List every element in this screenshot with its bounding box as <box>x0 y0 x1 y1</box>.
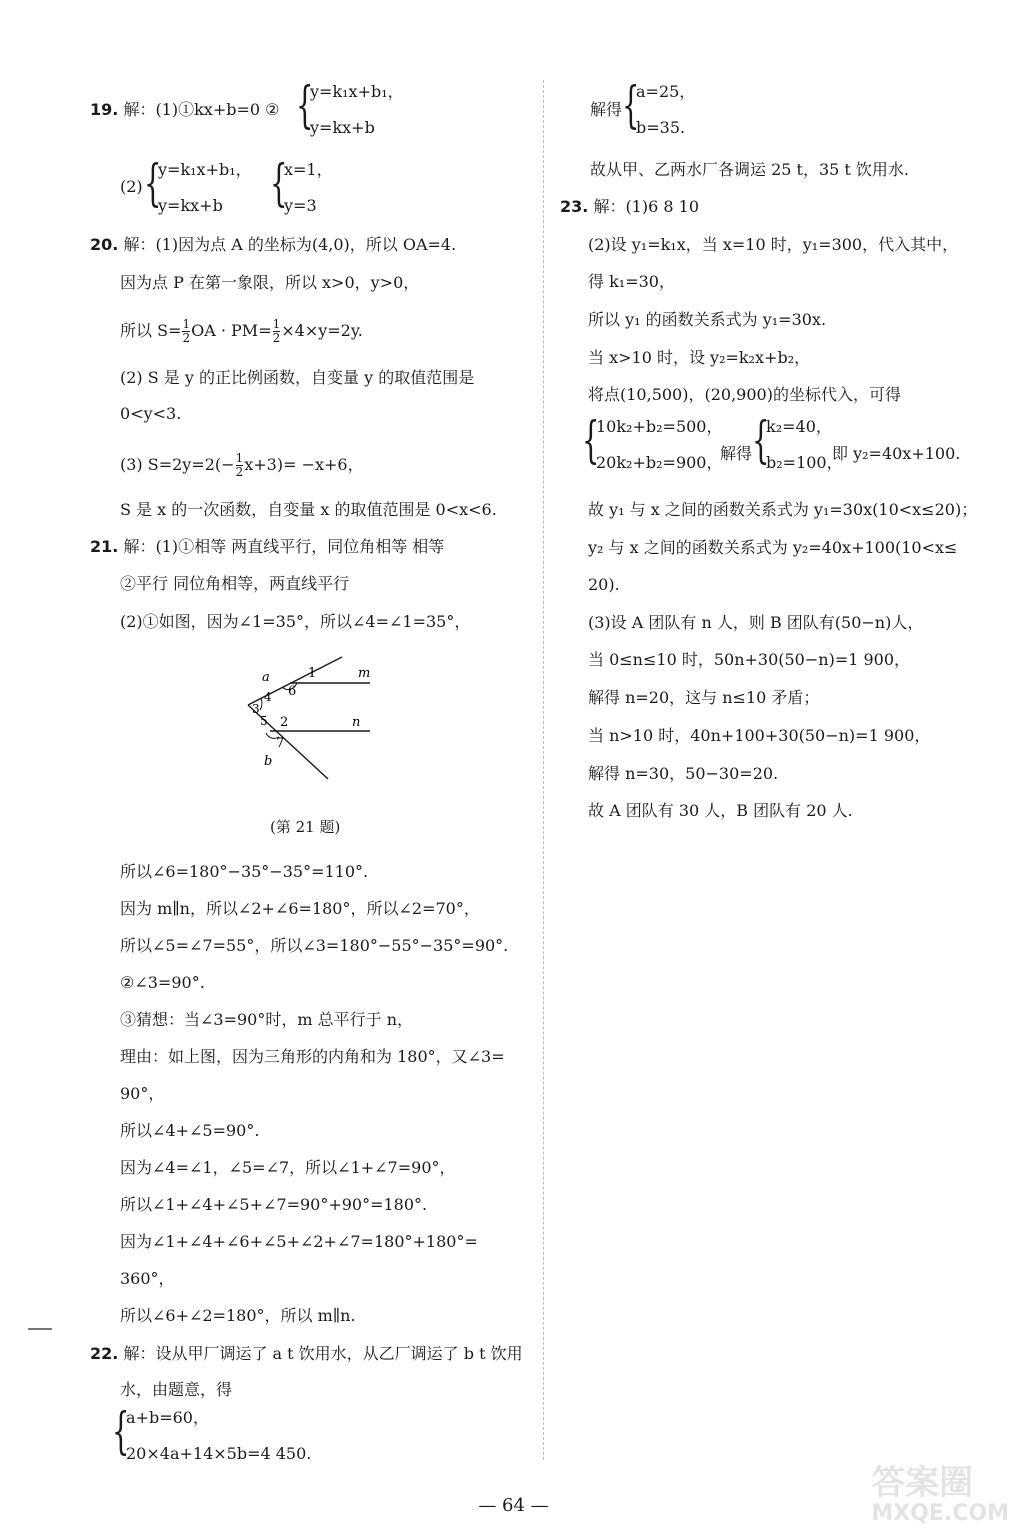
q23-line6: 将点(10,500)，(20,900)的坐标代入，可得 <box>588 385 901 404</box>
q19-system1 <box>310 82 404 138</box>
q23-line12: 解得 n=20，这与 n≤10 矛盾； <box>588 688 820 707</box>
q20-fraction2 <box>273 318 281 345</box>
q20-line4: (2) S 是 y 的正比例函数，自变量 y 的取值范围是 <box>120 368 475 387</box>
q22-line1 <box>90 1344 523 1364</box>
q23-result: 即 y₂=40x+100. <box>832 444 961 463</box>
q22-text1: 解：设从甲厂调运了 a t 饮用水，从乙厂调运了 b t 饮用 <box>123 1344 523 1363</box>
q19-line1 <box>90 100 280 120</box>
column-divider <box>543 80 544 1460</box>
fig-label-7: 7 <box>276 736 285 751</box>
q21-line13: 所以∠1+∠4+∠5+∠7=90°+90°=180°. <box>120 1195 428 1214</box>
q20-line3 <box>120 318 363 345</box>
fig-label-6: 6 <box>288 684 297 699</box>
q23-brace-b: { <box>752 411 770 469</box>
q21-line4: 所以∠6=180°−35°−35°=110°. <box>120 862 369 881</box>
q20-line5: 0<y<3. <box>120 404 182 423</box>
frac-den: 2 <box>235 465 244 479</box>
q22-number: 22. <box>90 1344 119 1363</box>
q23-line4: 所以 y₁ 的函数关系式为 y₁=30x. <box>588 310 827 329</box>
fig-label-2: 2 <box>280 715 289 730</box>
q20-number: 20. <box>90 235 119 254</box>
frac-num: 1 <box>235 451 244 465</box>
q23-solved-label: 解得 <box>720 444 753 463</box>
q23-sysB-eq1: k₂=40， <box>766 417 832 436</box>
q23-sysA-eq2: 20k₂+b₂=900， <box>596 453 723 472</box>
q20-line1 <box>90 235 456 255</box>
q23-line5: 当 x>10 时，设 y₂=k₂x+b₂， <box>588 348 811 367</box>
watermark-bottom: MXQE.COM <box>871 1501 1009 1526</box>
q21-line6: 所以∠5=∠7=55°，所以∠3=180°−55°−35°=90°. <box>120 936 509 955</box>
watermark-logo <box>871 1464 1009 1526</box>
frac-den: 2 <box>182 331 191 345</box>
q19-sys1-eq2: y=kx+b <box>310 118 375 137</box>
fig-label-3: 3 <box>252 702 260 716</box>
q19-sys1-eq1: y=k₁x+b₁， <box>310 82 404 101</box>
q23-line13: 当 n>10 时，40n+100+30(50−n)=1 900， <box>588 726 931 745</box>
q19-system3 <box>284 160 333 216</box>
q22-conclusion: 故从甲、乙两水厂各调运 25 t，35 t 饮用水. <box>590 160 910 179</box>
q22-line2: 水，由题意，得 <box>120 1380 233 1399</box>
q23-sysB-eq2: b₂=100， <box>766 453 843 472</box>
fig-label-m: m <box>358 666 371 681</box>
q19-brace2: { <box>144 154 162 212</box>
fig-label-5: 5 <box>260 714 268 728</box>
fig-label-b: b <box>264 754 273 769</box>
q21-line1 <box>90 537 444 557</box>
q20-l3b: OA · PM= <box>191 321 272 340</box>
q21-number: 21. <box>90 537 119 556</box>
q21-line14: 因为∠1+∠4+∠6+∠5+∠2+∠7=180°+180°= <box>120 1232 478 1251</box>
q22-solved-label: 解得 <box>590 100 623 119</box>
q23-system-a <box>596 417 722 473</box>
q19-sys3-eq1: x=1， <box>284 160 333 179</box>
q19-brace1: { <box>296 76 314 134</box>
q21-text1: 解：(1)①相等 两直线平行，同位角相等 相等 <box>123 537 445 556</box>
q19-sys2-eq2: y=kx+b <box>158 196 223 215</box>
q20-l3c: ×4×y=2y. <box>281 321 363 340</box>
q20-l3a: 所以 S= <box>120 321 182 340</box>
q22-solution-brace: { <box>622 76 640 134</box>
q23-line9: 20). <box>588 575 620 594</box>
fig-label-4: 4 <box>264 690 272 704</box>
frac-num: 1 <box>272 317 281 331</box>
q22-solution-b: b=35. <box>636 118 686 137</box>
q20-fraction1 <box>182 318 190 345</box>
q21-line16: 所以∠6+∠2=180°，所以 m∥n. <box>120 1306 356 1325</box>
q20-line6 <box>120 452 364 479</box>
fig-label-a: a <box>262 670 270 685</box>
q21-line5: 因为 m∥n，所以∠2+∠6=180°，所以∠2=70°， <box>120 899 480 918</box>
q19-part2: (2) <box>120 177 143 196</box>
q22-solution-a: a=25， <box>636 82 696 101</box>
q22-sys-eq1: a+b=60， <box>126 1408 209 1427</box>
q21-line7: ②∠3=90°. <box>120 973 205 992</box>
q21-figure-caption: (第 21 题) <box>270 818 341 836</box>
q20-line2: 因为点 P 在第一象限，所以 x>0，y>0， <box>120 273 420 292</box>
q23-line1 <box>560 197 699 217</box>
frac-den: 2 <box>272 331 281 345</box>
q23-line7: 故 y₁ 与 x 之间的函数关系式为 y₁=30x(10<x≤20)； <box>588 500 978 519</box>
watermark-top: 答案圈 <box>871 1463 974 1503</box>
margin-mark <box>28 1328 52 1330</box>
q19-part1: 解：(1)①kx+b=0 ② <box>123 100 280 119</box>
q21-line8: ③猜想：当∠3=90°时，m 总平行于 n， <box>120 1010 414 1029</box>
q23-line14: 解得 n=30，50−30=20. <box>588 764 779 783</box>
q23-text1: 解：(1)6 8 10 <box>593 197 699 216</box>
q22-solution-system <box>636 82 695 138</box>
q22-system <box>126 1408 311 1464</box>
q21-line3: (2)①如图，因为∠1=35°，所以∠4=∠1=35°， <box>120 612 471 631</box>
q21-line9: 理由：如上图，因为三角形的内角和为 180°，又∠3= <box>120 1047 505 1066</box>
q20-text1: 解：(1)因为点 A 的坐标为(4,0)，所以 OA=4. <box>123 235 457 254</box>
q23-line2: (2)设 y₁=k₁x，当 x=10 时，y₁=300，代入其中， <box>588 235 959 254</box>
q19-brace3: { <box>270 154 288 212</box>
q23-sysA-eq1: 10k₂+b₂=500， <box>596 417 723 436</box>
q21-line10: 90°， <box>120 1084 165 1103</box>
fig-label-n: n <box>352 715 361 730</box>
q20-l6a: (3) S=2y=2(− <box>120 455 235 474</box>
q23-line10: (3)设 A 团队有 n 人，则 B 团队有(50−n)人， <box>588 613 924 632</box>
q23-number: 23. <box>560 197 589 216</box>
q21-figure <box>230 655 390 785</box>
q19-sys3-eq2: y=3 <box>284 196 317 215</box>
q21-line2: ②平行 同位角相等，两直线平行 <box>120 574 350 593</box>
q20-l6b: x+3)= −x+6， <box>244 455 364 474</box>
q23-line11: 当 0≤n≤10 时，50n+30(50−n)=1 900， <box>588 650 911 669</box>
q23-brace-a: { <box>582 411 600 469</box>
q21-line15: 360°， <box>120 1269 175 1288</box>
q20-line7: S 是 x 的一次函数，自变量 x 的取值范围是 0<x<6. <box>120 500 497 519</box>
q19-system2 <box>158 160 252 216</box>
q21-line11: 所以∠4+∠5=90°. <box>120 1121 260 1140</box>
frac-num: 1 <box>182 317 191 331</box>
q23-line8: y₂ 与 x 之间的函数关系式为 y₂=40x+100(10<x≤ <box>588 538 958 557</box>
q23-line15: 故 A 团队有 30 人，B 团队有 20 人. <box>588 801 853 820</box>
fig-arc-3 <box>260 698 262 710</box>
q19-sys2-eq1: y=k₁x+b₁， <box>158 160 252 179</box>
q23-line3: 得 k₁=30， <box>588 272 675 291</box>
q22-sys-eq2: 20×4a+14×5b=4 450. <box>126 1444 312 1463</box>
q22-brace: { <box>112 1402 130 1460</box>
q19-number: 19. <box>90 100 119 119</box>
q20-fraction3 <box>236 452 244 479</box>
q21-line12: 因为∠4=∠1，∠5=∠7，所以∠1+∠7=90°， <box>120 1158 456 1177</box>
page-number: — 64 — <box>478 1495 549 1516</box>
fig-label-1: 1 <box>308 666 317 681</box>
